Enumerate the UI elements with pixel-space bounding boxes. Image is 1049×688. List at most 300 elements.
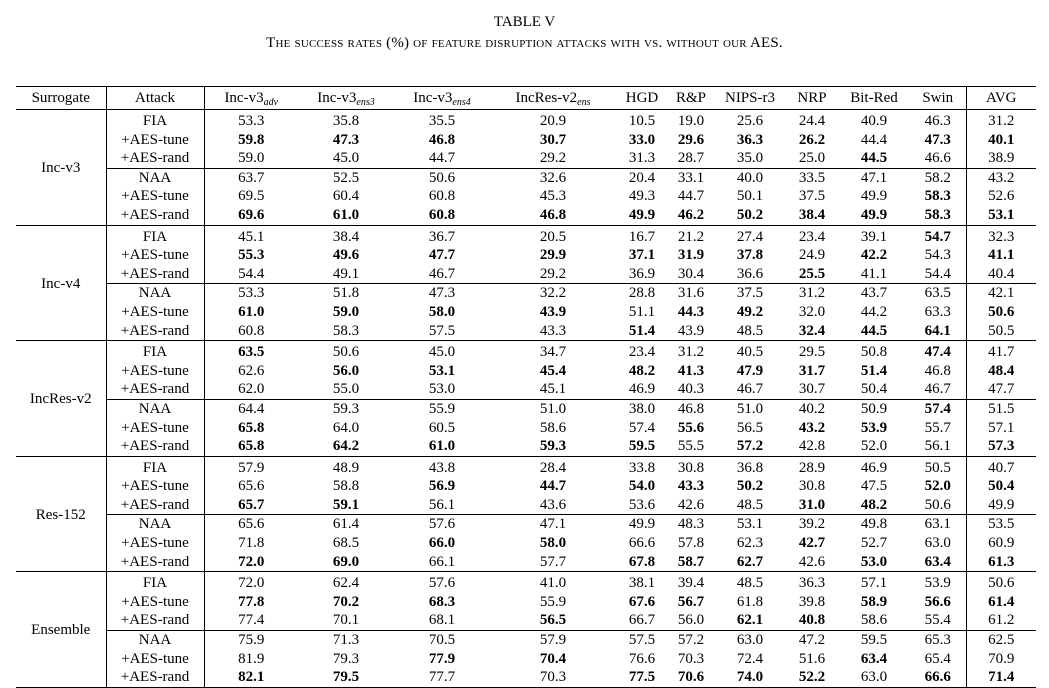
value-cell: 53.1 [966, 206, 1036, 225]
value-cell: 31.2 [786, 284, 838, 303]
value-cell: 43.9 [677, 322, 705, 339]
value-cell: 66.7 [628, 612, 656, 629]
value-cell: 58.9 [860, 593, 888, 610]
value-cell: 61.4 [298, 515, 394, 534]
column-header-subscript: ens4 [452, 97, 471, 108]
value-cell: 48.3 [668, 515, 714, 534]
value-cell: 44.7 [539, 478, 567, 495]
value-cell: 70.4 [539, 650, 567, 667]
value-cell: 50.6 [966, 572, 1036, 593]
value-cell: 42.8 [798, 438, 826, 455]
table-row [16, 168, 1036, 187]
value-cell: 35.0 [736, 150, 764, 167]
value-cell: 64.2 [332, 438, 360, 455]
table-row [16, 399, 1036, 418]
value-cell: 77.7 [428, 669, 456, 686]
value-cell: 29.9 [539, 247, 567, 264]
column-header [714, 87, 786, 110]
value-cell: 65.7 [204, 496, 298, 515]
value-cell: 30.4 [677, 265, 705, 282]
value-cell: 66.0 [428, 535, 456, 552]
value-cell: 70.5 [394, 631, 490, 650]
column-header-label: Inc-v3 [413, 90, 453, 106]
value-cell: 37.5 [798, 188, 826, 205]
value-cell: 48.5 [736, 575, 764, 592]
attack-cell: +AES-tune [121, 247, 189, 264]
value-cell: 57.2 [668, 631, 714, 650]
value-cell: 63.4 [924, 553, 951, 570]
value-cell: 29.2 [539, 150, 567, 167]
value-cell: 45.4 [539, 362, 567, 379]
value-cell: 38.1 [628, 575, 656, 592]
table-caption-subtitle: The success rates (%) of feature disruption attacks with vs. without our AES. [266, 35, 783, 51]
value-cell: 48.9 [332, 459, 360, 476]
column-header-label: Bit-Red [850, 90, 898, 106]
value-cell: 50.5 [966, 322, 1036, 341]
value-cell: 55.6 [677, 419, 705, 436]
value-cell: 65.8 [204, 419, 298, 438]
column-header-label: NRP [797, 90, 827, 106]
results-table [16, 86, 1036, 688]
value-cell: 64.4 [204, 399, 298, 418]
value-cell: 70.3 [539, 669, 567, 686]
value-cell: 41.3 [677, 362, 705, 379]
value-cell: 50.1 [736, 188, 764, 205]
attack-cell: +AES-rand [120, 438, 190, 455]
value-cell: 53.0 [428, 381, 456, 398]
table-row [16, 437, 1036, 456]
column-header-label: Swin [922, 90, 954, 106]
value-cell: 34.7 [539, 344, 567, 361]
value-cell: 25.6 [736, 113, 764, 129]
value-cell: 68.3 [428, 593, 456, 610]
value-cell: 35.8 [332, 113, 360, 129]
table-row [16, 362, 1036, 381]
value-cell: 51.4 [860, 362, 888, 379]
value-cell: 46.8 [428, 131, 456, 148]
column-header-label: Inc-v3 [317, 90, 357, 106]
table-row [16, 246, 1036, 265]
value-cell: 56.1 [924, 438, 951, 455]
column-header-label: Inc-v3 [224, 90, 264, 106]
attack-cell: NAA [106, 284, 204, 303]
column-header-label: Attack [135, 90, 175, 106]
column-header [838, 87, 910, 110]
value-cell: 32.3 [966, 225, 1036, 246]
attack-cell: +AES-rand [120, 322, 190, 339]
table-row [16, 534, 1036, 553]
value-cell: 61.4 [966, 593, 1036, 612]
value-cell: 43.9 [539, 303, 567, 320]
attack-cell: NAA [106, 168, 204, 187]
table-row [16, 322, 1036, 341]
value-cell: 52.6 [966, 187, 1036, 206]
value-cell: 57.1 [860, 575, 888, 592]
value-cell: 10.5 [628, 113, 656, 129]
value-cell: 65.6 [204, 477, 298, 496]
value-cell: 65.3 [910, 631, 966, 650]
value-cell: 45.3 [539, 188, 567, 205]
attack-cell: FIA [142, 113, 168, 129]
value-cell: 38.4 [798, 206, 826, 223]
value-cell: 37.1 [628, 247, 656, 264]
column-header-subscript: ens [577, 97, 591, 108]
value-cell: 63.7 [204, 168, 298, 187]
value-cell: 36.3 [798, 575, 826, 592]
value-cell: 72.4 [736, 650, 764, 667]
value-cell: 49.9 [966, 496, 1036, 515]
value-cell: 31.2 [966, 110, 1036, 131]
attack-cell: +AES-tune [121, 535, 189, 552]
value-cell: 32.4 [798, 322, 826, 339]
value-cell: 61.3 [966, 553, 1036, 572]
value-cell: 65.6 [204, 515, 298, 534]
value-cell: 55.0 [332, 381, 360, 398]
column-header [106, 87, 204, 110]
value-cell: 20.9 [539, 113, 567, 129]
value-cell: 70.6 [677, 669, 705, 686]
value-cell: 38.4 [332, 228, 360, 245]
value-cell: 36.3 [736, 131, 764, 148]
value-cell: 31.9 [677, 247, 705, 264]
value-cell: 50.4 [966, 477, 1036, 496]
value-cell: 50.8 [860, 344, 888, 361]
value-cell: 46.6 [924, 150, 951, 167]
value-cell: 19.0 [677, 113, 705, 129]
value-cell: 79.5 [332, 669, 360, 686]
value-cell: 63.0 [860, 669, 888, 686]
value-cell: 46.9 [860, 459, 888, 476]
value-cell: 29.2 [539, 265, 567, 282]
attack-cell: +AES-tune [121, 303, 189, 320]
value-cell: 60.8 [428, 206, 456, 223]
value-cell: 71.8 [204, 534, 298, 553]
table-row [16, 225, 1036, 246]
value-cell: 59.0 [204, 149, 298, 168]
value-cell: 29.6 [677, 131, 705, 148]
value-cell: 42.2 [860, 247, 888, 264]
attack-cell: +AES-rand [120, 669, 190, 686]
value-cell: 55.9 [394, 399, 490, 418]
column-header [966, 87, 1036, 110]
value-cell: 53.0 [860, 553, 888, 570]
column-header-label: NIPS-r3 [724, 90, 775, 106]
surrogate-cell: Res-152 [16, 456, 106, 572]
value-cell: 47.7 [428, 247, 456, 264]
attack-cell: +AES-rand [120, 496, 190, 513]
table-caption-title: TABLE V [493, 14, 556, 30]
table-row [16, 341, 1036, 362]
surrogate-cell: Inc-v4 [16, 225, 106, 341]
value-cell: 77.9 [428, 650, 456, 667]
value-cell: 57.3 [966, 437, 1036, 456]
value-cell: 28.7 [677, 150, 705, 167]
value-cell: 41.0 [539, 575, 567, 592]
value-cell: 37.5 [714, 284, 786, 303]
value-cell: 53.3 [204, 284, 298, 303]
value-cell: 82.1 [204, 668, 298, 687]
value-cell: 55.7 [924, 419, 951, 436]
value-cell: 64.1 [924, 322, 951, 339]
value-cell: 24.4 [798, 113, 826, 129]
value-cell: 53.3 [204, 110, 298, 131]
value-cell: 54.3 [924, 247, 951, 264]
column-header-label: HGD [625, 90, 659, 106]
value-cell: 48.5 [736, 496, 764, 513]
value-cell: 61.0 [332, 206, 360, 223]
value-cell: 62.4 [332, 575, 360, 592]
value-cell: 43.7 [838, 284, 910, 303]
value-cell: 79.3 [332, 650, 360, 667]
value-cell: 45.1 [204, 225, 298, 246]
value-cell: 50.6 [332, 344, 360, 361]
value-cell: 50.2 [736, 206, 764, 223]
value-cell: 49.9 [616, 515, 668, 534]
value-cell: 63.3 [924, 303, 951, 320]
value-cell: 63.4 [860, 650, 888, 667]
table-row [16, 284, 1036, 303]
value-cell: 24.9 [798, 247, 826, 264]
value-cell: 53.9 [924, 575, 951, 592]
value-cell: 40.0 [714, 168, 786, 187]
value-cell: 58.6 [539, 419, 567, 436]
value-cell: 44.7 [677, 188, 705, 205]
value-cell: 40.2 [786, 399, 838, 418]
table-row [16, 496, 1036, 515]
value-cell: 57.1 [966, 419, 1036, 438]
value-cell: 61.0 [428, 438, 456, 455]
value-cell: 42.7 [798, 535, 826, 552]
value-cell: 40.9 [860, 113, 888, 129]
value-cell: 50.4 [860, 381, 888, 398]
value-cell: 61.2 [966, 611, 1036, 630]
value-cell: 47.4 [924, 344, 951, 361]
value-cell: 44.7 [428, 150, 456, 167]
value-cell: 57.6 [428, 575, 456, 592]
value-cell: 53.9 [860, 419, 888, 436]
attack-cell: +AES-tune [121, 419, 189, 436]
value-cell: 58.8 [332, 478, 360, 495]
value-cell: 46.2 [677, 206, 705, 223]
surrogate-group [16, 341, 1036, 457]
value-cell: 59.3 [298, 399, 394, 418]
value-cell: 43.2 [966, 168, 1036, 187]
value-cell: 33.0 [628, 131, 656, 148]
value-cell: 33.1 [668, 168, 714, 187]
value-cell: 57.4 [628, 419, 656, 436]
surrogate-group [16, 456, 1036, 572]
value-cell: 23.4 [798, 228, 826, 245]
surrogate-group [16, 110, 1036, 226]
value-cell: 69.0 [332, 553, 360, 570]
value-cell: 49.9 [860, 188, 888, 205]
value-cell: 47.7 [966, 380, 1036, 399]
value-cell: 57.9 [204, 456, 298, 477]
value-cell: 58.6 [860, 612, 888, 629]
value-cell: 43.6 [539, 496, 567, 513]
value-cell: 39.2 [786, 515, 838, 534]
attack-cell: +AES-tune [121, 188, 189, 205]
value-cell: 57.7 [539, 553, 567, 570]
value-cell: 38.9 [966, 149, 1036, 168]
value-cell: 33.5 [786, 168, 838, 187]
value-cell: 49.3 [628, 188, 656, 205]
value-cell: 71.4 [966, 668, 1036, 687]
value-cell: 36.9 [628, 265, 656, 282]
value-cell: 57.2 [736, 438, 764, 455]
value-cell: 62.1 [736, 612, 764, 629]
value-cell: 70.1 [332, 612, 360, 629]
value-cell: 44.5 [860, 322, 888, 339]
value-cell: 25.0 [798, 150, 826, 167]
value-cell: 56.1 [428, 496, 456, 513]
column-header [616, 87, 668, 110]
column-header [16, 87, 106, 110]
table-row [16, 206, 1036, 225]
value-cell: 50.2 [736, 478, 764, 495]
value-cell: 62.0 [204, 380, 298, 399]
value-cell: 37.8 [736, 247, 764, 264]
value-cell: 48.4 [966, 362, 1036, 381]
value-cell: 47.3 [394, 284, 490, 303]
attack-cell: FIA [142, 459, 168, 476]
value-cell: 44.2 [860, 303, 888, 320]
value-cell: 57.6 [394, 515, 490, 534]
column-header [490, 87, 616, 110]
value-cell: 30.7 [539, 131, 567, 148]
value-cell: 45.0 [428, 344, 456, 361]
value-cell: 50.6 [394, 168, 490, 187]
value-cell: 42.6 [798, 553, 826, 570]
value-cell: 46.8 [668, 399, 714, 418]
value-cell: 57.9 [490, 631, 616, 650]
value-cell: 47.1 [490, 515, 616, 534]
value-cell: 65.8 [204, 437, 298, 456]
value-cell: 44.4 [860, 131, 888, 148]
value-cell: 55.9 [539, 593, 567, 610]
value-cell: 77.4 [204, 611, 298, 630]
value-cell: 58.3 [924, 206, 951, 223]
value-cell: 36.7 [428, 228, 456, 245]
value-cell: 41.1 [860, 265, 888, 282]
value-cell: 67.6 [628, 593, 656, 610]
value-cell: 59.5 [838, 631, 910, 650]
column-header-label: Surrogate [31, 90, 90, 106]
value-cell: 53.6 [628, 496, 656, 513]
column-header [204, 87, 298, 110]
table-row [16, 611, 1036, 630]
value-cell: 31.7 [798, 362, 826, 379]
attack-cell: FIA [142, 344, 168, 361]
table-row [16, 380, 1036, 399]
value-cell: 20.5 [539, 228, 567, 245]
value-cell: 30.7 [798, 381, 826, 398]
value-cell: 38.0 [616, 399, 668, 418]
surrogate-cell: Inc-v3 [16, 110, 106, 226]
value-cell: 40.8 [798, 612, 826, 629]
column-header-subscript: ens3 [356, 97, 375, 108]
value-cell: 55.5 [677, 438, 705, 455]
value-cell: 72.0 [204, 553, 298, 572]
value-cell: 66.6 [628, 535, 656, 552]
value-cell: 31.2 [677, 344, 705, 361]
value-cell: 67.8 [628, 553, 656, 570]
table-row [16, 553, 1036, 572]
value-cell: 60.8 [204, 322, 298, 341]
value-cell: 41.7 [966, 341, 1036, 362]
value-cell: 44.3 [677, 303, 705, 320]
value-cell: 46.8 [539, 206, 567, 223]
value-cell: 43.3 [677, 478, 705, 495]
attack-cell: NAA [106, 515, 204, 534]
value-cell: 50.9 [838, 399, 910, 418]
value-cell: 62.3 [736, 535, 764, 552]
value-cell: 43.3 [539, 322, 567, 339]
attack-cell: +AES-tune [121, 650, 189, 667]
value-cell: 74.0 [736, 669, 764, 686]
value-cell: 59.1 [332, 496, 360, 513]
attack-cell: +AES-rand [120, 612, 190, 629]
value-cell: 51.0 [714, 399, 786, 418]
value-cell: 55.3 [204, 246, 298, 265]
value-cell: 76.6 [628, 650, 656, 667]
table-row [16, 131, 1036, 150]
value-cell: 75.9 [204, 631, 298, 650]
attack-cell: +AES-tune [121, 362, 189, 379]
value-cell: 31.3 [628, 150, 656, 167]
value-cell: 60.4 [332, 188, 360, 205]
header-row [16, 87, 1036, 110]
value-cell: 48.2 [628, 362, 656, 379]
value-cell: 28.8 [616, 284, 668, 303]
value-cell: 49.2 [736, 303, 764, 320]
value-cell: 29.5 [798, 344, 826, 361]
value-cell: 57.5 [616, 631, 668, 650]
table-row [16, 668, 1036, 687]
value-cell: 59.5 [628, 438, 656, 455]
value-cell: 54.0 [628, 478, 656, 495]
surrogate-cell: Ensemble [16, 572, 106, 688]
value-cell: 32.6 [490, 168, 616, 187]
value-cell: 40.3 [677, 381, 705, 398]
column-header [910, 87, 966, 110]
value-cell: 54.4 [204, 265, 298, 284]
value-cell: 57.5 [428, 322, 456, 339]
table-row [16, 572, 1036, 593]
value-cell: 70.9 [966, 650, 1036, 669]
value-cell: 56.7 [677, 593, 705, 610]
value-cell: 63.0 [924, 535, 951, 552]
column-header [394, 87, 490, 110]
value-cell: 57.8 [677, 535, 705, 552]
value-cell: 51.5 [966, 399, 1036, 418]
value-cell: 66.6 [924, 669, 951, 686]
value-cell: 63.1 [910, 515, 966, 534]
value-cell: 47.3 [332, 131, 360, 148]
value-cell: 56.5 [736, 419, 764, 436]
value-cell: 52.2 [798, 669, 826, 686]
value-cell: 59.0 [332, 303, 360, 320]
column-header-label: R&P [675, 90, 706, 106]
value-cell: 51.1 [628, 303, 656, 320]
column-header [298, 87, 394, 110]
value-cell: 48.2 [860, 496, 888, 513]
value-cell: 81.9 [204, 650, 298, 669]
value-cell: 39.8 [798, 593, 826, 610]
value-cell: 25.5 [798, 265, 826, 282]
value-cell: 56.0 [332, 362, 360, 379]
value-cell: 35.5 [428, 113, 456, 129]
